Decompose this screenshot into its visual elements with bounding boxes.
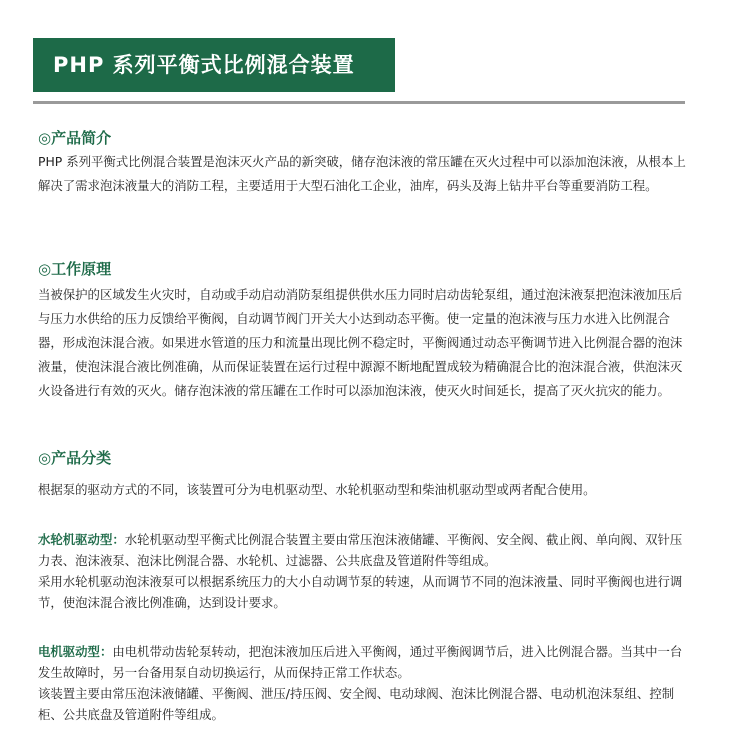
intro-heading: ◎产品简介 [38,129,112,147]
turbine-type-block [38,529,688,613]
turbine-type-text: 水轮机驱动型平衡式比例混合装置主要由常压泡沫液储罐、平衡阀、安全阀、截止阀、单向阀、双针压力表、泡沫液泵、泡沫比例混合器、水轮机、过滤器、公共底盘及管道附件等组成。 [38,532,683,568]
principle-heading: ◎工作原理 [38,260,112,278]
classification-heading: ◎产品分类 [38,449,112,467]
motor-type-text-2: 该装置主要由常压泡沫液储罐、平衡阀、泄压/持压阀、安全阀、电动球阀、泡沫比例混合器、电动机泡沫泵组、控制柜、公共底盘及管道附件等组成。 [38,686,675,722]
motor-type-block [38,641,688,725]
intro-body: PHP 系列平衡式比例混合装置是泡沫灭火产品的新突破，储存泡沫液的常压罐在灭火过程中可以添加泡沫液，从根本上解决了需求泡沫液量大的消防工程，主要适用于大型石油化工企业，油库，码头及海上钻井平台等重要消防工程。 [38,154,686,193]
turbine-type-label: 水轮机驱动型： [38,532,125,547]
page-title: PHP 系列平衡式比例混合装置 [33,38,395,92]
classification-body: 根据泵的驱动方式的不同，该装置可分为电机驱动型、水轮机驱动型和柴油机驱动型或两者配合使用。 [38,482,596,497]
principle-body: 当被保护的区域发生火灾时，自动或手动启动消防泵组提供供水压力同时启动齿轮泵组，通过泡沫液泵把泡沫液加压后与压力水供给的压力反馈给平衡阀，自动调节阀门开关大小达到动态平衡。使一定量的泡沫液与压力水进入比例混合器，形成泡沫混合液。如果进水管道的压力和流量出现比例不稳定时，平衡阀通过动态平衡调节进入比例混合器的泡沫液量，使泡沫混合液比例准确，从而保证装置在运行过程中源源不断地配置成较为精确混合比的泡沫混合液，供泡沫灭火设备进行有效的灭火。储存泡沫液的常压罐在工作时可以添加泡沫液，使灭火时间延长，提高了灭火抗灾的能力。 [38,287,683,398]
motor-type-label: 电机驱动型： [38,644,113,659]
turbine-type-text-2: 采用水轮机驱动泡沫液泵可以根据系统压力的大小自动调节泵的转速，从而调节不同的泡沫液量、同时平衡阀也进行调节，使泡沫混合液比例准确，达到设计要求。 [38,574,683,610]
motor-type-text: 由电机带动齿轮泵转动，把泡沫液加压后进入平衡阀，通过平衡阀调节后，进入比例混合器。当其中一台发生故障时，另一台备用泵自动切换运行，从而保持正常工作状态。 [38,644,683,680]
header-divider [33,101,685,104]
